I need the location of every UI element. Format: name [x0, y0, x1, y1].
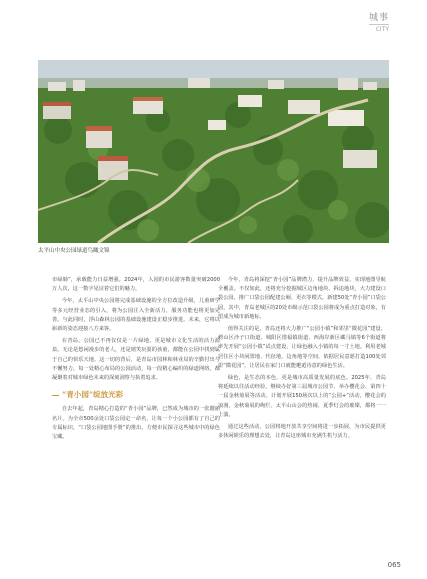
paragraph: 市绿肺”，承载能力日益增强。2024年，入园的市民游客数量突破2000万人次，这一数字见证着它们的魅力。: [52, 277, 220, 293]
paragraph: 在青岛，公园已不再仅仅是一片绿地，更是城市文化生活的活力源泉。无论是悠闲漫步的老人，还是嬉笑玩耍的孩童，都能在公园中找到属于自己的快乐天地。这一切的背后，是青岛市园林和林业局的辛勤付出与不懈努力。每一处精心布局的公园活动，每一段精心编织的绿道网络，都凝聚着对城市绿色未来的深刻洞察与执着追求。: [52, 338, 220, 382]
photo-caption: 太平山中央公园绿道鸟瞰文锦: [38, 248, 110, 254]
paragraph: 绿色，是生态的本色，更是城市高质量发展的底色。2025年，青岛将延续以往活动经验，继续办好第三届城市公园节、举办樱花会、第四十一届金秋菊展等活动。计划开展150场次以上的“公园+”活动，樱花会的浪漫、金秋菊展的绚烂、太平山山会的热闹、夏季灯会的璀璨，都将一一上演。: [218, 375, 386, 418]
aerial-photo-illustration: [38, 60, 389, 243]
section-subheading: “青小园”绽放光彩: [62, 390, 220, 399]
paragraph: 今年，青岛将深挖“青小园”品牌潜力，提升品牌效益，实现地图导航全覆盖。不仅如此，还将充分挖掘城区边角地块、拆违地块，大力建设口袋公园，推广口袋公园配建公厕、更衣等模式，新建50处“青小园”口袋公园，其中，青岛老城区的20处市级示范口袋公园将成为重点打造对象，有望成为城市新地标。: [218, 277, 386, 320]
section-title: 城事: [368, 13, 389, 23]
article-column-left: [52, 276, 220, 445]
article-column-right: [218, 276, 386, 444]
paragraph: 值得关注的是，青岛还将大力推广“公园小镇”和邻里“微花园”建设。崂山区沙子口街道、城阳区惜福镇街道、西海岸新区藏马镇等6个街道将率先开展“公园小镇”试点建设，让绿色融入小镇的每一寸土地。利用老城居住区小块闲置地、代征地、边角地等空间，依据居民意愿打造100处邻里“微花园”，让居民在家门口就能邂逅诗意的绿色生活。: [218, 326, 386, 369]
section-title-en: CITY: [369, 24, 389, 33]
paragraph: 今年，太平山中央公园将完成基础设施的全方位改造升级，儿童研学等多元经营业态的引入，将为公园注入全新活力，服务功能也将更加完善。与此同时，浮山森林公园的基础设施建设正稳步推进。未来，它将以崭新的姿态迎接八方来客。: [52, 298, 220, 333]
paragraph: 通过这些活动，公园将地开放共享空间将进一步拓展，为市民提供更多休闲娱乐的理想去处，让青岛这座城市充满生机与活力。: [218, 424, 386, 440]
paragraph: 自去年起，青岛精心打造的“青小园”品牌，已然成为城市的一张靓丽名片。为全市500余处口袋公园定一命名，让每一个小公园都有了自己的专属标识，“口袋公园地图手册”的推出，方便市民探寻这些城市中的绿色宝藏。: [52, 406, 220, 441]
page-number: 065: [387, 561, 401, 569]
aerial-park-photo: [38, 60, 389, 243]
section-header: [369, 10, 389, 33]
